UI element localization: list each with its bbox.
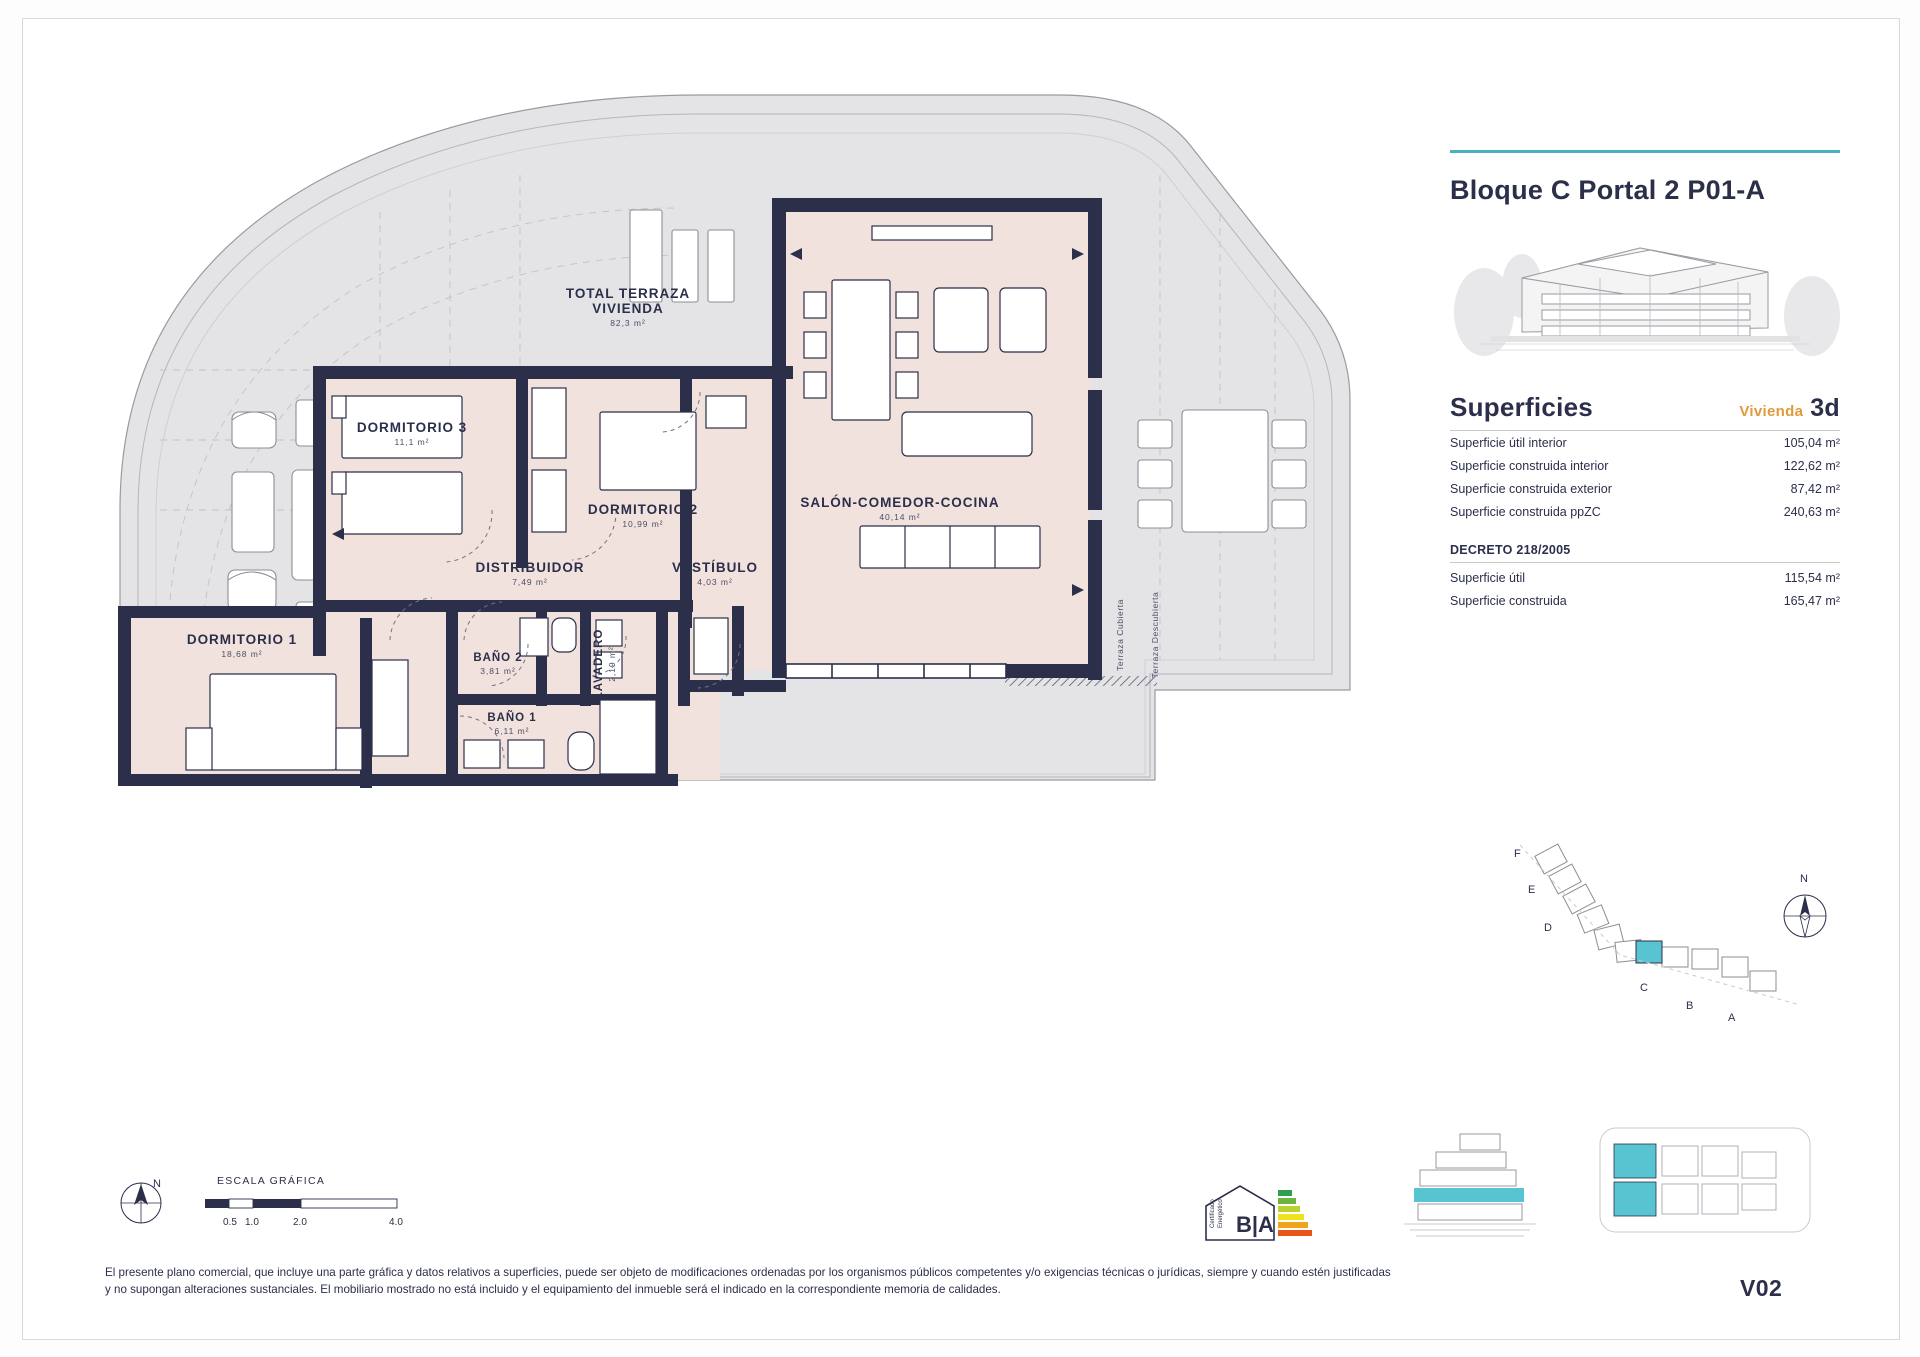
keyplan-label-b: B bbox=[1686, 1000, 1694, 1012]
sheet-code: V02 bbox=[1740, 1275, 1783, 1301]
unit-type-value: 3d bbox=[1810, 394, 1840, 422]
page-title: Bloque C Portal 2 P01-A bbox=[1450, 175, 1766, 205]
legal-disclaimer: El presente plano comercial, que incluye una parte gráfica y datos relativos a superficies, puede ser objeto de modificaciones ordenadas por los organismos públicos competentes y/o exigencias técnicas o jurídicas, siempre y cuando estén justificadas y no supongan alteraciones sustanciales. El mobiliario mostrado no está incluido y el equipamiento del inmueble será el indicado en la correspondiente memoria de calidades. bbox=[105, 1266, 1391, 1296]
floor-indicator-svg bbox=[1390, 1120, 1840, 1240]
decreto-label: Superficie construida bbox=[1450, 593, 1567, 608]
decreto-title: DECRETO 218/2005 bbox=[1450, 543, 1571, 557]
surface-label: Superficie construida ppZC bbox=[1450, 504, 1601, 519]
keyplan-label-f: F bbox=[1514, 848, 1521, 860]
north-letter: N bbox=[1800, 873, 1808, 885]
unit-type: Vivienda 3d bbox=[1739, 394, 1840, 422]
surface-label: Superficie construida interior bbox=[1450, 458, 1609, 473]
decreto-label: Superficie útil bbox=[1450, 570, 1526, 585]
label-terraza-descubierta: Terraza Descubierta bbox=[1150, 591, 1160, 679]
keyplan-label-a: A bbox=[1728, 1012, 1736, 1024]
divider bbox=[1450, 562, 1840, 563]
surface-value: 240,63 m² bbox=[1783, 504, 1840, 519]
room-label-distribuidor: DISTRIBUIDOR 7,49 m² bbox=[475, 560, 585, 587]
scale-tick-1: 1.0 bbox=[245, 1217, 259, 1228]
surface-label: Superficie construida exterior bbox=[1450, 481, 1612, 496]
surface-label: Superficie útil interior bbox=[1450, 435, 1567, 450]
compass-svg bbox=[1770, 870, 1840, 950]
decreto-row bbox=[1450, 566, 1840, 589]
scale-tick-2: 2.0 bbox=[293, 1217, 307, 1228]
room-label-bano-1: BAÑO 1 6,11 m² bbox=[487, 712, 537, 736]
scale-title: ESCALA GRÁFICA bbox=[217, 1175, 326, 1187]
accent-rule bbox=[1450, 150, 1840, 153]
keyplan-label-c: C bbox=[1640, 982, 1648, 994]
room-label-salon: SALÓN-COMEDOR-COCINA 40,14 m² bbox=[800, 495, 1000, 522]
scale-tick-0: 0.5 bbox=[223, 1217, 237, 1228]
surfaces-header bbox=[1450, 392, 1840, 423]
surface-row bbox=[1450, 454, 1840, 477]
compass-north bbox=[1770, 870, 1840, 950]
decreto-value: 165,47 m² bbox=[1783, 593, 1840, 608]
keyplan-label-d: D bbox=[1544, 922, 1552, 934]
floor-indicator-icons bbox=[1390, 1120, 1840, 1240]
floor-plan bbox=[60, 40, 1380, 1040]
scale-north-letter: N bbox=[153, 1178, 161, 1190]
terrace-name: TOTAL TERRAZA bbox=[565, 286, 691, 301]
room-label-dormitorio-1: DORMITORIO 1 18,68 m² bbox=[186, 632, 298, 659]
building-render bbox=[1450, 224, 1840, 364]
label-terraza-cubierta: Terraza Cubierta bbox=[1115, 599, 1125, 671]
decreto-value: 115,54 m² bbox=[1784, 570, 1840, 585]
surface-value: 87,42 m² bbox=[1790, 481, 1840, 496]
energy-badge-sub: Certificado bbox=[1210, 1199, 1216, 1228]
outdoor-furniture-right bbox=[1138, 410, 1306, 532]
energy-badge-svg bbox=[1200, 1180, 1320, 1246]
surface-row bbox=[1450, 500, 1840, 523]
keyplan-highlight bbox=[1636, 941, 1662, 963]
graphic-scale bbox=[105, 1175, 525, 1245]
info-panel bbox=[1450, 150, 1840, 612]
decreto-row bbox=[1450, 589, 1840, 612]
room-label-vestibulo: VESTÍBULO 4,03 m² bbox=[672, 560, 758, 587]
energy-badge-sub2: Energético bbox=[1218, 1199, 1224, 1228]
keyplan-label-e: E bbox=[1528, 884, 1536, 896]
room-label-dormitorio-3: DORMITORIO 3 11,1 m² bbox=[356, 420, 468, 447]
room-label-terrace bbox=[528, 286, 728, 328]
energy-badge-text: B|A bbox=[1236, 1212, 1274, 1237]
energy-certificate-badge bbox=[1200, 1180, 1310, 1240]
surface-row bbox=[1450, 431, 1840, 454]
surface-value: 105,04 m² bbox=[1783, 435, 1840, 450]
surface-value: 122,62 m² bbox=[1783, 458, 1840, 473]
surface-row bbox=[1450, 477, 1840, 500]
window-glazing bbox=[786, 664, 1006, 678]
scale-tick-3: 4.0 bbox=[389, 1217, 403, 1228]
room-label-dormitorio-2: DORMITORIO 2 10,99 m² bbox=[587, 502, 699, 529]
terrace-edge-hatch bbox=[1005, 676, 1157, 686]
terrace-name-2: VIVIENDA bbox=[592, 301, 664, 316]
building-render-svg bbox=[1450, 224, 1840, 364]
room-label-bano-2: BAÑO 2 3,81 m² bbox=[473, 652, 523, 676]
surfaces-heading: Superficies bbox=[1450, 392, 1594, 422]
terrace-area: 82,3 m² bbox=[610, 318, 646, 328]
room-label-lavadero: LAVADERO 2,19 m² bbox=[593, 628, 617, 700]
highlight-floor-band bbox=[1414, 1188, 1524, 1202]
floor-plan-svg bbox=[60, 40, 1380, 1040]
